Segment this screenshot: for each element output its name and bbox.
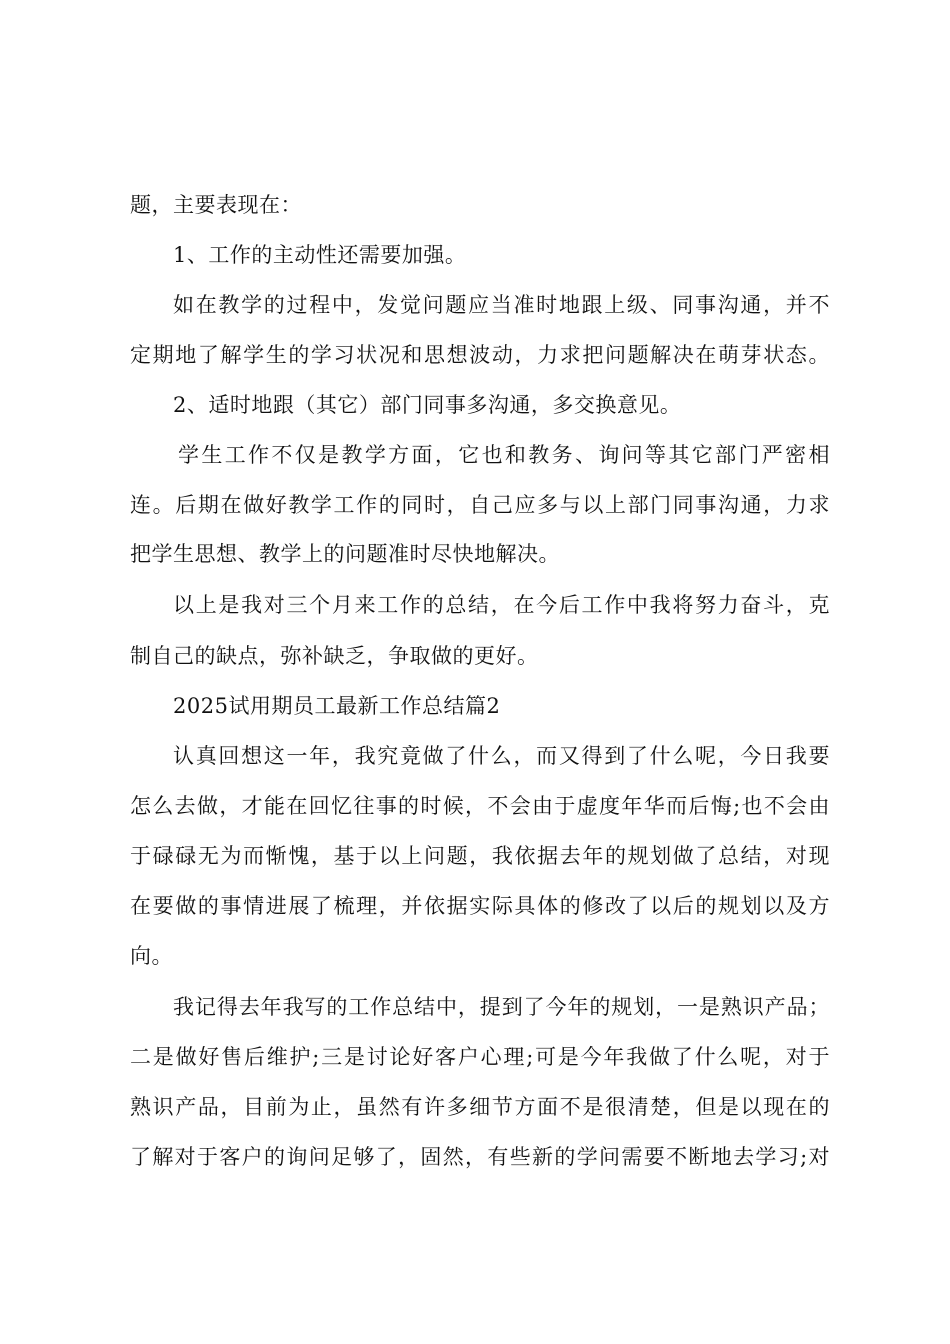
list-item-heading: 1、工作的主动性还需要加强。 [173,243,467,267]
text-line: 以上是我对三个月来工作的总结，在今后工作中我将努力奋斗，克 [173,593,830,617]
section-heading: 2025试用期员工最新工作总结篇2 [173,694,501,718]
text-line: 在要做的事情进展了梳理，并依据实际具体的修改了以后的规划以及方 [130,894,830,918]
text-line: 定期地了解学生的学习状况和思想波动，力求把问题解决在萌芽状态。 [130,343,830,367]
text-line: 制自己的缺点，弥补缺乏，争取做的更好。 [130,644,539,668]
text-line: 如在教学的过程中，发觉问题应当准时地跟上级、同事沟通，并不 [173,293,830,317]
text-line: 学生工作不仅是教学方面，它也和教务、询问等其它部门严密相 [178,443,830,467]
text-line: 熟识产品，目前为止，虽然有许多细节方面不是很清楚，但是以现在的 [130,1095,830,1119]
list-item-heading: 2、适时地跟（其它）部门同事多沟通，多交换意见。 [173,393,682,417]
text-line: 把学生思想、教学上的问题准时尽快地解决。 [130,542,560,566]
text-line: 连。后期在做好教学工作的同时，自己应多与以上部门同事沟通，力求 [130,493,830,517]
text-line: 我记得去年我写的工作总结中，提到了今年的规划，一是熟识产品； [173,995,830,1019]
text-line: 向。 [130,944,173,968]
text-line: 题，主要表现在： [130,193,302,217]
text-line: 二是做好售后维护;三是讨论好客户心理;可是今年我做了什么呢，对于 [130,1045,830,1069]
text-line: 了解对于客户的询问足够了，固然，有些新的学问需要不断地去学习;对 [130,1145,830,1169]
text-line: 怎么去做，才能在回忆往事的时候，不会由于虚度年华而后悔;也不会由 [130,794,830,818]
text-line: 认真回想这一年，我究竟做了什么，而又得到了什么呢，今日我要 [173,744,830,768]
text-line: 于碌碌无为而惭愧，基于以上问题，我依据去年的规划做了总结，对现 [130,844,830,868]
